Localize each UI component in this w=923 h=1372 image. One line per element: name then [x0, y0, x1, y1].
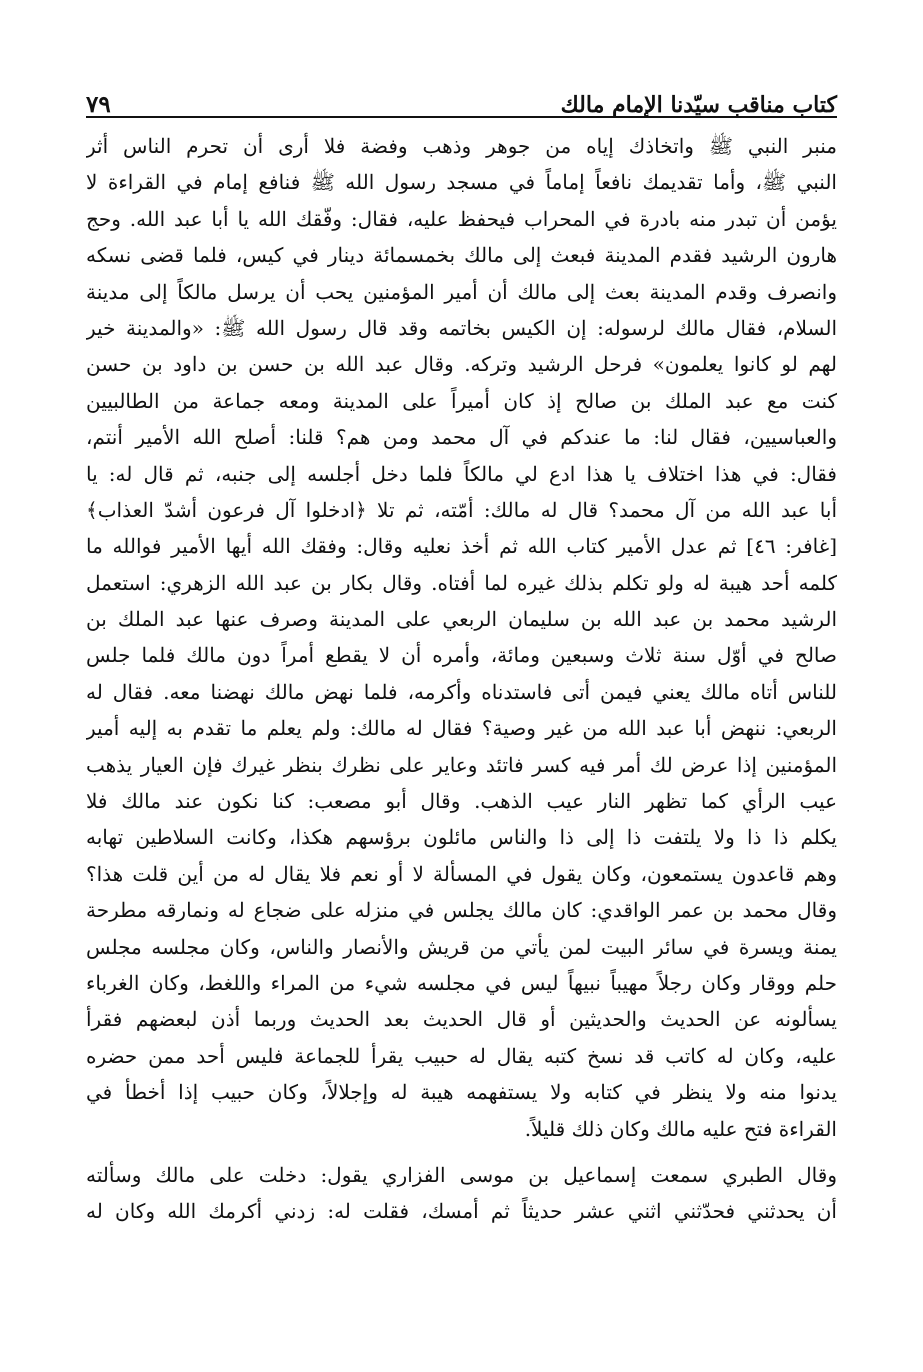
- text-line: الربعي: ننهض أبا عبد الله من غير وصية؟ فقال له مالك: ولم يعلم ما تقدم به إليه أمير: [86, 716, 837, 741]
- text-line: [غافر: ٤٦] ثم عدل الأمير كتاب الله ثم أخذ نعليه وقال: وفقك الله أيها الأمير فوالله ما: [86, 534, 837, 559]
- text-line: وهم قاعدون يستمعون، وكان يقول في المسألة لا أو نعم فلا يقال له من أين قلت هذا؟: [86, 861, 837, 886]
- text-line: هارون الرشيد فقدم المدينة فبعث إلى مالك بخمسمائة دينار في كيس، فلما قضى نسكه: [86, 243, 837, 268]
- text-line: والعباسيين، فقال لنا: ما عندكم في آل محمد ومن هم؟ قلنا: أصلح الله الأمير أنتم،: [86, 425, 837, 450]
- text-line: القراءة فتح عليه مالك وكان ذلك قليلاً.: [524, 1116, 837, 1141]
- running-header: [86, 78, 837, 120]
- text-line: عيب الرأي كما تظهر النار عيب الذهب. وقال أبو مصعب: كنا نكون عند مالك فلا: [86, 789, 837, 814]
- text-line: وقال محمد بن عمر الواقدي: كان مالك يجلس في منزله على ضجاع له ونمارقه مطرحة: [86, 898, 837, 923]
- text-line: يكلم ذا ذا ولا يلتفت ذا إلى ذا والناس مائلون برؤسهم هكذا، وكانت السلاطين تهابه: [86, 825, 837, 850]
- text-line: عليه، وكان له كاتب قد نسخ كتبه يقال له حبيب يقرأ للجماعة فليس أحد ممن حضره: [86, 1043, 837, 1068]
- header-divider: [86, 116, 837, 118]
- text-line: حلم ووقار وكان رجلاً مهيباً نبيهاً ليس في مجلسه شيء من المراء واللغط، وكان الغرباء: [86, 970, 837, 995]
- text-line: المؤمنين إذا عرض لك أمر فيه كسر فاتئد وعاير على نظرك بنظر غيرك فإن العيار يذهب: [86, 752, 837, 777]
- text-line: لهم لو كانوا يعلمون» فرحل الرشيد وتركه. وقال عبد الله بن حسن بن داود بن حسن: [86, 352, 837, 377]
- body-text: [86, 128, 837, 1230]
- text-line: يسألونه عن الحديث والحديثين أو قال الحديث بعد الحديث وربما أذن لبعضهم فقرأ: [86, 1007, 837, 1032]
- text-line: السلام، فقال مالك لرسوله: إن الكيس بخاتمه وقد قال رسول الله ﷺ: «والمدينة خير: [86, 315, 837, 340]
- text-line: كنت مع عبد الملك بن صالح إذ كان أميراً على المدينة ومعه جماعة من الطالبيين: [86, 388, 837, 413]
- text-line: فقال: في هذا اختلاف يا هذا ادع لي مالكاً فلما دخل أجلسه إلى جنبه، ثم قال له: يا: [86, 461, 837, 486]
- paragraph-gap: [86, 1147, 837, 1157]
- text-line: يدنوا منه ولا ينظر في كتابه ولا يستفهمه هيبة له وإجلالاً، وكان حبيب إذا أخطأ في: [86, 1080, 837, 1105]
- text-line: صالح في أوّل سنة ثلاث وسبعين ومائة، وأمره أن لا يقطع أمراً دون مالك فلما جلس: [86, 643, 837, 668]
- paragraph-1: [86, 128, 837, 1147]
- text-line: وانصرف وقدم المدينة بعث إلى مالك أن أمير المؤمنين يحب أن يرسل مالكاً إلى مدينة: [86, 279, 837, 304]
- text-line: أن يحدثني فحدّثني اثني عشر حديثاً ثم أمسك، فقلت له: زدني أكرمك الله وكان له: [86, 1199, 837, 1224]
- text-line: كلمه أحد هيبة له ولو تكلم بذلك غيره لما أفتاه. وقال بكار بن عبد الله الزهري: استعمل: [86, 570, 837, 595]
- page-number: ٧٩: [86, 91, 111, 118]
- text-line: يمنة ويسرة في سائر البيت لمن يأتي من قريش والأنصار والناس، وكان مجلسه مجلس: [86, 934, 837, 959]
- text-line: أبا عبد الله من آل محمد؟ قال له مالك: أمّته، ثم تلا ﴿ادخلوا آل فرعون أشدّ العذاب﴾: [86, 497, 837, 522]
- text-line: للناس أتاه مالك يعني فيمن أتى فاستدناه وأكرمه، فلما نهض مالك نهضنا معه. فقال له: [86, 679, 837, 704]
- paragraph-2: [86, 1157, 837, 1230]
- text-line: الرشيد محمد بن عبد الله بن سليمان الربعي على المدينة وصرف عنها عبد الملك بن: [86, 607, 837, 632]
- text-line: يؤمن أن تبدر منه بادرة في المحراب فيحفظ عليه، فقال: وفّقك الله يا أبا عبد الله. وحج: [86, 206, 837, 231]
- text-line: منبر النبي ﷺ واتخاذك إياه من جوهر وذهب وفضة فلا أرى أن تحرم الناس أثر: [86, 134, 837, 158]
- header-title: كتاب مناقب سيّدنا الإمام مالك: [560, 92, 837, 118]
- text-line: وقال الطبري سمعت إسماعيل بن موسى الفزاري يقول: دخلت على مالك وسألته: [86, 1162, 837, 1187]
- text-line: النبي ﷺ، وأما تقديمك نافعاً إماماً في مسجد رسول الله ﷺ فنافع إمام في القراءة لا: [86, 170, 837, 195]
